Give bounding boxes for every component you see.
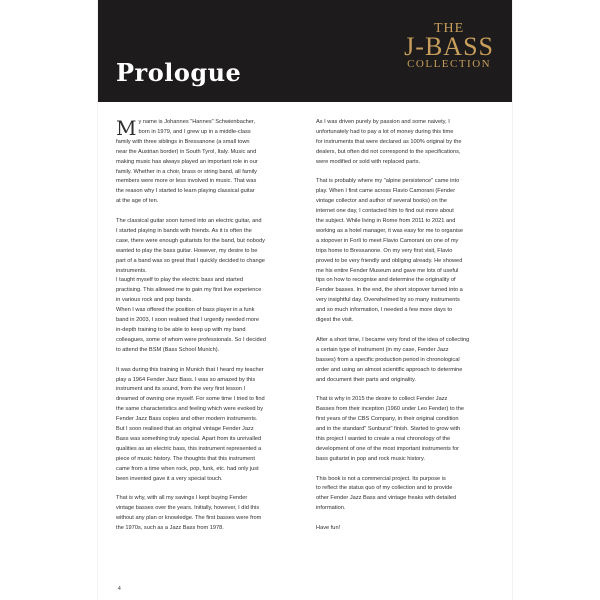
paragraph: That is why, with all my savings I kept buying Fender vintage basses over the years. Initially, however, I did this without any plan or knowledge. The first basses were from the 1970s, such as a Jazz Bass from 1978. <box>116 495 262 532</box>
brand-line-2: J-BASS <box>404 32 494 61</box>
brand-line-1: THE <box>433 21 465 36</box>
book-page <box>98 0 512 600</box>
paragraph: The classical guitar soon turned into an electric guitar, and I started playing in bands with friends. As it is often the case, there were enough guitarists for the band, but nobody wanted to play the bass guitar. However, my desire to be part of a band was so great that I quickly decided to change instruments. I taught myself to play the electric bass and started practising. This allowed me to gain my first live experience in various rock and pop bands. When I was offered the position of bass player in a funk band in 2003, I soon realised that I urgently needed more in-depth training to be able to keep up with my band colleagues, some of whom were professionals. So I decided to attend the BSM (Bass School Munich). <box>116 218 266 353</box>
paragraph-text: y name is Johannes "Hannes" Schwienbacher, born in 1979, and I grew up in a middle-class family with three siblings in Bressanone (a small town near the Austrian border) in South Tyrol, Italy. Music and making music has always played an important role in our family. Whether in a choir, brass or string band, all family members were more or less involved in music. That was the reason why I started to learn playing classical guitar at the age of ten. <box>116 119 258 205</box>
brand-logo <box>404 22 494 70</box>
paragraph: That is probably where my "alpine persistence" came into play. When I first came across Flavio Camorani (Fender vintage collector and author of several books) on the internet one day, I contacted him to find out more about the subject. While living in Rome from 2011 to 2021 and working as a hotel manager, it was easy for me to organise a stopover in Forlì to meet Flavio Camorani on one of my trips home to Bressanone. On my very first visit, Flavio proved to be very friendly and obliging already. He showed me his entire Fender Museum and gave me lots of useful tips on how to recognise and determine the originality of Fender basses. In the end, the short stopover turned into a very insightful day. Overwhelmed by so many instruments and so much information, I needed a few more days to digest the visit. <box>316 178 464 324</box>
page-header <box>98 0 512 102</box>
paragraph: That is why in 2015 the desire to collect Fender Jazz Basses from their inception (1960 under Leo Fender) to the first years of the CBS Company, in their original condition and in the standard" Sunburst" finish. Started to grow with this project I wanted to create a real chronology of the development of one of the most important instruments for bass guitarist in pop and rock music history. <box>316 396 464 462</box>
paragraph: As I was driven purely by passion and some naivety, I unfortunately had to pay a lot of money during this time for instruments that were declared as 100% original by the dealers, but often did not correspond to the specifications, were modified or sold with replaced parts. <box>316 119 462 165</box>
paragraph: Have fun! <box>316 525 341 532</box>
drop-cap: M <box>116 116 137 140</box>
paragraph: This book is not a commercial project. Its purpose is to reflect the status quo of my collection and to provide other Fender Jazz Bass and vintage freaks with detailed information. <box>316 475 457 512</box>
left-column <box>116 118 296 544</box>
brand-line-3: COLLECTION <box>407 58 492 70</box>
paragraph: After a short time, I became very fond of the idea of collecting a certain type of instrument (in my case, Fender Jazz basses) from a specific production period in chronological order and using an almost scientific approach to determine and document their parts and originality. <box>316 336 470 383</box>
page-number: 4 <box>118 586 121 592</box>
right-column <box>316 118 496 544</box>
paragraph: It was during this training in Munich that I heard my teacher play a 1964 Fender Jazz Bass. I was so amazed by this instrument and its sound, from the very first lesson I dreamed of owning one myself. For some time I tried to find the same characteristics and feeling which were evoked by Fender Jazz Bass copies and other modern instruments. But I soon realised that an original vintage Fender Jazz Bass was something truly special. Apart from its unrivalled qualities as an electric bass, this instrument represented a piece of music history. The thoughts that this instrument came from a time when rock, pop, funk, etc. had only just been invented gave it a very special touch. <box>116 366 265 482</box>
page-title: Prologue <box>116 58 242 87</box>
paragraph <box>116 118 296 207</box>
